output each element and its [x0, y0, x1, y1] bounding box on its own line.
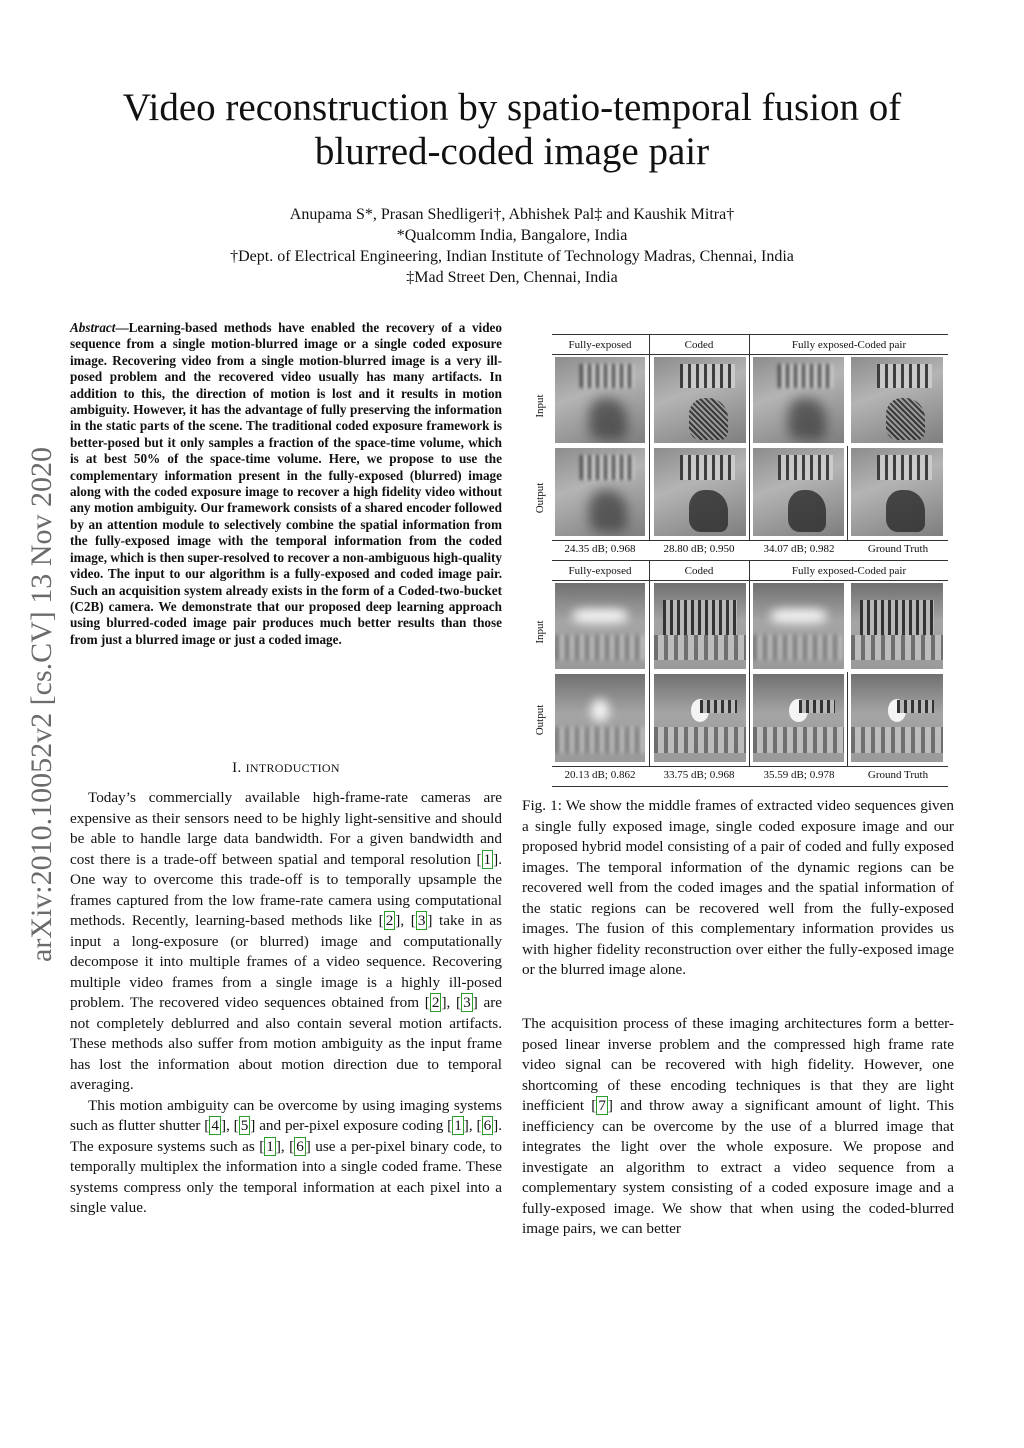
- row-label-output: Output: [534, 482, 546, 514]
- column-header-pair: Fully exposed-Coded pair: [791, 339, 907, 351]
- right-column-paragraph: The acquisition process of these imaging architectures form a better-posed linear inverse problem and the compressed high frame rate video signal can be recovered with high fidelity. However, one shortcoming of these encoding techniques is that they are light inefficient [ 7 ] and throw away a significant amount of light. This inefficiency can be overcome by the use of a blurred image that integrates the light over the whole exposure. We propose and investigate an algorithm to extract a video sequence from a complementary system consisting of a coded exposure image and a fully-exposed image. We show that when using the coded-blurred image pairs, we can better: [522, 1015, 954, 1237]
- figure-rule: [552, 580, 948, 581]
- figure-rule: [552, 354, 948, 355]
- figure-divider: [649, 560, 650, 766]
- column-header-coded: Coded: [684, 565, 714, 577]
- citation-link[interactable]: 6: [296, 1137, 304, 1155]
- text-run: and throw away a significant amount of light. This inefficiency can be overcome by the use of a blurred image that integrates the light over the whole exposure. We propose and investigate an algorithm to extract a video sequence from a complementary system consisting of a coded exposure image and a fully-exposed image. We show that when using the coded-blurred image pairs, we can better: [522, 1097, 954, 1237]
- figure-rule: [552, 560, 948, 561]
- column-header-pair: Fully exposed-Coded pair: [791, 565, 907, 577]
- citation-link[interactable]: 3: [417, 912, 426, 929]
- text-run: ,: [446, 994, 457, 1011]
- section-number: I.: [232, 760, 242, 776]
- text-run: and per-pixel exposure coding: [255, 1117, 448, 1134]
- row-label-output: Output: [534, 704, 546, 736]
- text-run: The acquisition process of these imaging architectures form a better-posed linear inverse problem and the compressed high frame rate video signal can be recovered with high fidelity. However, one shortcoming of these encoding techniques is that they are light inefficient: [522, 1015, 954, 1114]
- figure-caption: Fig. 1: We show the middle frames of extracted video sequences given a single fully exposed image, single coded exposure image and our proposed hybrid model consisting of a pair of coded and fully exposed images. The temporal information of the dynamic regions can be recovered well from the coded images and the spatial information of the static regions can be recovered well from the fully-exposed images. The fusion of this complementary information provides us with higher fidelity reconstruction over either the fully-exposed image or the blurred image alone.: [522, 797, 954, 978]
- abstract-text: —Learning-based methods have enabled the recovery of a video sequence from a single motion-blurred image or a single coded exposure image. Recovering video from a single motion-blurred image is a very ill-posed problem and the recovered video usually has many artifacts. In addition to this, the direction of motion is lost and it results in motion ambiguity. However, it has the advantage of fully preserving the information in the static parts of the scene. The traditional coded exposure framework is better-posed but it only samples a fraction of the space-time volume, which is at best 50% of the space-time volume. Here, we propose to use the complementary information present in the fully-exposed (blurred) image along with the coded exposure image to recover a high fidelity video without any motion ambiguity. Our framework consists of a shared encoder followed by an attention module to selectively combine the spatial information from the fully-exposed image with the temporal information from the coded image, which is then super-resolved to recover a non-ambiguous high-quality video. The input to our algorithm is a fully-exposed and coded image pair. Such an acquisition system already exists in the form of a Coded-two-bucket (C2B) camera. We demonstrate that our proposed deep learning approach using blurred-coded image pair produces much better results than those from just a blurred image or just a coded image.: [70, 320, 502, 647]
- citation-link[interactable]: 5: [240, 1117, 249, 1134]
- citation-link[interactable]: 6: [483, 1117, 492, 1134]
- metric-coded: 33.75 dB; 0.968: [663, 769, 735, 781]
- image-coded-input: [654, 583, 746, 669]
- metric-fully-exposed: 20.13 dB; 0.862: [564, 769, 636, 781]
- figure-rule: [552, 334, 948, 335]
- image-coded-input: [654, 357, 746, 443]
- image-ground-truth: [851, 674, 943, 762]
- section-title: INTRODUCTION: [245, 761, 340, 775]
- citation-link[interactable]: 2: [385, 912, 394, 929]
- figure-divider: [749, 334, 750, 540]
- text-run: This motion ambiguity can be overcome by using imaging systems such as flutter shutter: [70, 1096, 502, 1134]
- metric-pair: 34.07 dB; 0.982: [763, 543, 835, 555]
- image-pair-blurred-input: [753, 583, 844, 669]
- citation-link[interactable]: 4: [211, 1117, 219, 1134]
- metric-pair: 35.59 dB; 0.978: [763, 769, 835, 781]
- affiliation-1: *Qualcomm India, Bangalore, India: [396, 227, 628, 244]
- text-run: ,: [468, 1117, 477, 1134]
- text-run: . One way to overcome this trade-off is to temporally upsample the frames captured from the low frame-rate camera using computational methods. Recently, learning-based methods like: [70, 850, 502, 929]
- row-label-input: Input: [534, 620, 546, 644]
- text-run: take in as input a long-exposure (or blurred) image and computationally decompose it into multiple frames of a video sequence. Recovering multiple video frames from a single image is a highly ill-posed problem. The recovered video sequences obtained from: [70, 912, 502, 1011]
- image-ground-truth: [851, 448, 943, 536]
- text-run: ,: [400, 912, 411, 929]
- text-run: . The exposure systems such as: [70, 1117, 503, 1155]
- figure-rule: [552, 540, 948, 541]
- image-fully-exposed-input: [555, 357, 645, 443]
- figure-divider: [649, 334, 650, 540]
- abstract-label: Abstract: [70, 320, 116, 335]
- citation-link[interactable]: 1: [266, 1137, 274, 1155]
- image-fully-exposed-input: [555, 583, 645, 669]
- metric-ground-truth: Ground Truth: [867, 769, 929, 781]
- text-run: Today’s commercially available high-frame-rate cameras are expensive as their sensors need to be highly light-sensitive and should be able to handle large data bandwidth. For a given bandwidth and cost there is a trade-off between spatial and temporal resolution: [70, 789, 502, 868]
- affiliation-3: ‡Mad Street Den, Chennai, India: [406, 269, 618, 286]
- column-header-fully-exposed: Fully-exposed: [568, 339, 632, 351]
- citation-link[interactable]: 7: [598, 1097, 606, 1114]
- introduction-body: [70, 788, 502, 1219]
- arxiv-identifier: arXiv:2010.10052v2 [cs.CV] 13 Nov 2020: [25, 447, 58, 962]
- intro-paragraph-1: Today’s commercially available high-frame-rate cameras are expensive as their sensors need to be highly light-sensitive and should be able to handle large data bandwidth. For a given bandwidth and cost there is a trade-off between spatial and temporal resolution [ 1 ]. One way to overcome this trade-off is to temporally upsample the frames captured from the low frame-rate camera using computational methods. Recently, learning-based methods like [ 2 ], [ 3 ] take in as input a long-exposure (or blurred) image and computationally decompose it into multiple frames of a video sequence. Recovering multiple video frames from a single image is a highly ill-posed problem. The recovered video sequences obtained from [ 2 ], [ 3 ] are not completely deblurred and also contain several motion artifacts. These methods also suffer from motion ambiguity as the input frame has lost the information about motion direction due to temporal averaging.: [70, 789, 503, 1093]
- text-run: are not completely deblurred and also contain several motion artifacts. These methods also suffer from motion ambiguity as the input frame has lost the information about motion direction due to temporal averaging.: [70, 994, 503, 1093]
- image-fully-exposed-output: [555, 448, 645, 536]
- intro-paragraph-2: This motion ambiguity can be overcome by using imaging systems such as flutter shutter [ 4 ], [ 5 ] and per-pixel exposure coding [ 1 ], [ 6 ]. The exposure systems such as [ 1 ], [ 6 ] use a per-pixel binary code, to temporally multiplex the information into a single coded frame. These systems compress only the temporal information at each pixel into a single value.: [70, 1096, 503, 1216]
- image-pair-output: [753, 674, 844, 762]
- affiliation-2: †Dept. of Electrical Engineering, Indian Institute of Technology Madras, Chennai, India: [230, 248, 794, 265]
- figure-rule: [552, 766, 948, 767]
- text-run: use a per-pixel binary code, to temporally multiplex the information into a single coded frame. These systems compress only the temporal information at each pixel into a single value.: [70, 1137, 503, 1216]
- metric-fully-exposed: 24.35 dB; 0.968: [564, 543, 636, 555]
- figure-rule: [552, 786, 948, 787]
- figure-divider: [749, 560, 750, 766]
- paper-title: Video reconstruction by spatio-temporal fusion of blurred-coded image pair: [122, 86, 902, 173]
- author-list: Anupama S*, Prasan Shedligeri†, Abhishek Pal‡ and Kaushik Mitra†: [289, 206, 735, 223]
- image-pair-output: [753, 448, 844, 536]
- metric-ground-truth: Ground Truth: [867, 543, 929, 555]
- section-heading: [70, 760, 502, 777]
- citation-link[interactable]: 1: [454, 1117, 462, 1134]
- citation-link[interactable]: 1: [483, 850, 492, 868]
- figure-divider: [847, 446, 848, 540]
- citation-link[interactable]: 2: [431, 994, 440, 1011]
- image-pair-coded-input: [851, 357, 943, 443]
- citation-link[interactable]: 3: [463, 994, 471, 1011]
- image-coded-output: [654, 448, 746, 536]
- column-header-coded: Coded: [684, 339, 714, 351]
- metric-coded: 28.80 dB; 0.950: [663, 543, 735, 555]
- image-coded-output: [654, 674, 746, 762]
- text-run: ,: [280, 1137, 290, 1155]
- text-run: ,: [226, 1117, 234, 1134]
- image-fully-exposed-output: [555, 674, 645, 762]
- image-pair-blurred-input: [753, 357, 844, 443]
- author-block: [60, 204, 964, 288]
- figure-divider: [847, 672, 848, 766]
- row-label-input: Input: [534, 394, 546, 418]
- column-header-fully-exposed: Fully-exposed: [568, 565, 632, 577]
- image-pair-coded-input: [851, 583, 943, 669]
- abstract: [70, 320, 502, 648]
